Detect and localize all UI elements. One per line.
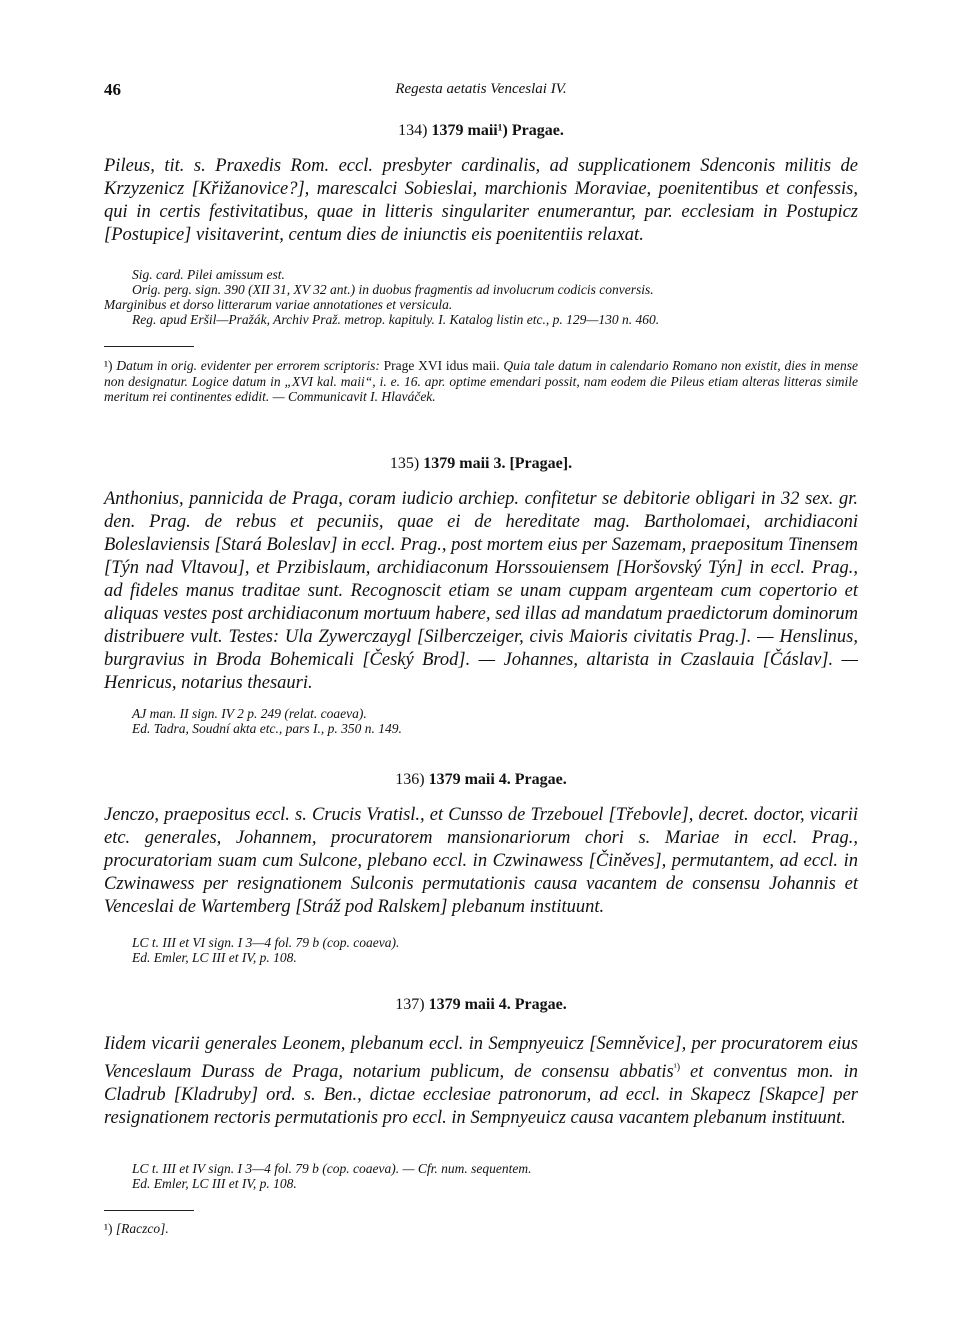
running-title: Regesta aetatis Venceslai IV.: [395, 81, 567, 97]
entry-137-footnote: [104, 1221, 858, 1237]
footnote-rule: [104, 346, 194, 347]
page-header: [104, 80, 858, 106]
note-line: Sig. card. Pilei amissum est.: [132, 267, 285, 282]
page-number: 46: [104, 80, 121, 99]
entry-date-place: 1379 maii 4. Pragae.: [428, 996, 567, 1013]
footnote-text: [Raczco].: [115, 1221, 169, 1236]
entry-134-text: Pileus, tit. s. Praxedis Rom. eccl. presbyter cardinalis, ad supplicationem Sdenconis militis de Krzyzenicz [Křižanovice?], marescalci Sobieslai, marchionis Moraviae, poenitentibus et confessis, qui in certis festivitatibus, quae in litteris singulariter enumerantur, par. ecclesiam in Postupicz [Postupice] visitaverint, centum dies de iniunctis eis poenitentiis relaxat.: [104, 156, 858, 245]
entry-137-notes: [104, 1161, 858, 1191]
footnote-mark: ¹): [104, 358, 113, 373]
entry-136-heading: [104, 771, 858, 789]
note-line: Ed. Tadra, Soudní akta etc., pars I., p. 350 n. 149.: [132, 721, 402, 736]
note-line: LC t. III et IV sign. I 3—4 fol. 79 b (cop. coaeva). — Cfr. num. sequentem.: [132, 1161, 532, 1176]
entry-number: 135): [389, 455, 420, 472]
entry-136-notes: [104, 935, 858, 965]
note-line: LC t. III et VI sign. I 3—4 fol. 79 b (cop. coaeva).: [132, 935, 400, 950]
note-line: Ed. Emler, LC III et IV, p. 108.: [132, 1176, 297, 1191]
entry-135-notes: [104, 706, 858, 736]
entry-137-text: [104, 1033, 858, 1130]
entry-witnesses: Testes: Ula Zywerczaygl [Silberczeiger, civis Maioris civitatis Prag.]. — Henslinus, burgravius in Broda Bohemicali [Český Brod]. — Johannes, altarista in Czaslauia [Čáslav]. — Henricus, notarius thesauri.: [104, 627, 859, 693]
entry-135-heading: [104, 455, 858, 473]
entry-136-text: Jenczo, praepositus eccl. s. Crucis Vratisl., et Cunsso de Trzebouel [Třebovle], decret. doctor, vicarii etc. generales, Johannem, procuratorem mansionariorum chori s. Mariae in eccl. Prag., procuratoriam suam cum Sulcone, plebano eccl. in Czwinawess [Činěves], permutantem, ad eccl. in Czwinawess per resignationem Sulconis permutationis causa vacantem de consensu Johannis et Venceslai de Wartemberg [Stráž pod Ralskem] plebanum instituunt.: [104, 805, 858, 917]
entry-text: Anthonius, pannicida de Praga, coram iudicio archiep. confitetur se debitorie obligari in 32 sex. gr. den. Prag. de rebus et pecuniis, quae ei de hereditate mag. Bartholomaei, archidiaconi Boleslaviensis [Stará Boleslav] in eccl. Prag., post mortem eius per Sazemam, praepositum Tinensem [Týn nad Vltavou], et Przibislaum, archidiaconum Horssouiensem [Horšovský Týn] in eccl. Prag., ad fideles manus traditae sunt. Recognoscit etiam se unam cuppam argenteam cum copertorio et aliquas vestes post archidiaconum mortuum habere, sed illas ad mandatum praedictorum dominorum distribuere vult.: [104, 489, 858, 647]
entry-number: 134): [398, 122, 428, 139]
entry-137-heading: [104, 996, 858, 1014]
footnote-mark: ¹): [104, 1221, 113, 1236]
entry-text: Iidem vicarii generales Leonem, plebanum eccl. in Sempnyeuicz [Semněvice], per procuratorem eius Venceslaum Durass de Praga, notarium publicum, de consensu abbatis: [104, 1034, 858, 1083]
entry-135-text: [104, 488, 858, 695]
entry-text: et conventus mon. in Cladrub [Kladruby] ord. s. Ben., dictae ecclesiae patronorum, ad eccl. in Skapecz [Skapce] per resignationem rectoris permutationis pro eccl. in Sempnyeuicz causa vacantem plebanum instituunt.: [104, 1062, 858, 1129]
entry-134-notes: [104, 267, 858, 327]
note-line: Reg. apud Eršil—Pražák, Archiv Praž. metrop. kapituly. I. Katalog listin etc., p. 129—130 n. 460.: [132, 312, 660, 327]
footnote-text: Quia tale datum in calendario Romano non existit, dies in mense non designatur. Logice datum in „XVI kal. maii“, i. e. 16. apr. optime emendari possit, nam eodem die Pileus etiam alteras litteras simile meritum rei continentes edidit. — Communicavit I. Hlaváček.: [104, 358, 859, 404]
entry-134-footnote: [104, 358, 858, 405]
entry-number: 137): [395, 996, 425, 1013]
note-line: Orig. perg. sign. 390 (XII 31, XV 32 ant.) in duobus fragmentis ad involucrum codicis conversis.: [132, 282, 654, 297]
footnote-quoted: Prage XVI idus maii.: [383, 358, 500, 373]
note-line: Marginibus et dorso litterarum variae annotationes et versicula.: [104, 297, 453, 312]
entry-date-place: 1379 maii 3. [Pragae].: [423, 455, 573, 472]
entry-date-place: 1379 maii¹) Pragae.: [431, 122, 564, 139]
note-line: AJ man. II sign. IV 2 p. 249 (relat. coaeva).: [132, 706, 367, 721]
entry-date-place: 1379 maii 4. Pragae.: [428, 771, 567, 788]
footnote-text: Datum in orig. evidenter per errorem scriptoris:: [116, 358, 380, 373]
footnote-rule: [104, 1210, 194, 1211]
footnote-reference: ¹): [673, 1062, 681, 1073]
note-line: Ed. Emler, LC III et IV, p. 108.: [132, 950, 297, 965]
entry-number: 136): [395, 771, 425, 788]
entry-134-heading: [104, 122, 858, 140]
